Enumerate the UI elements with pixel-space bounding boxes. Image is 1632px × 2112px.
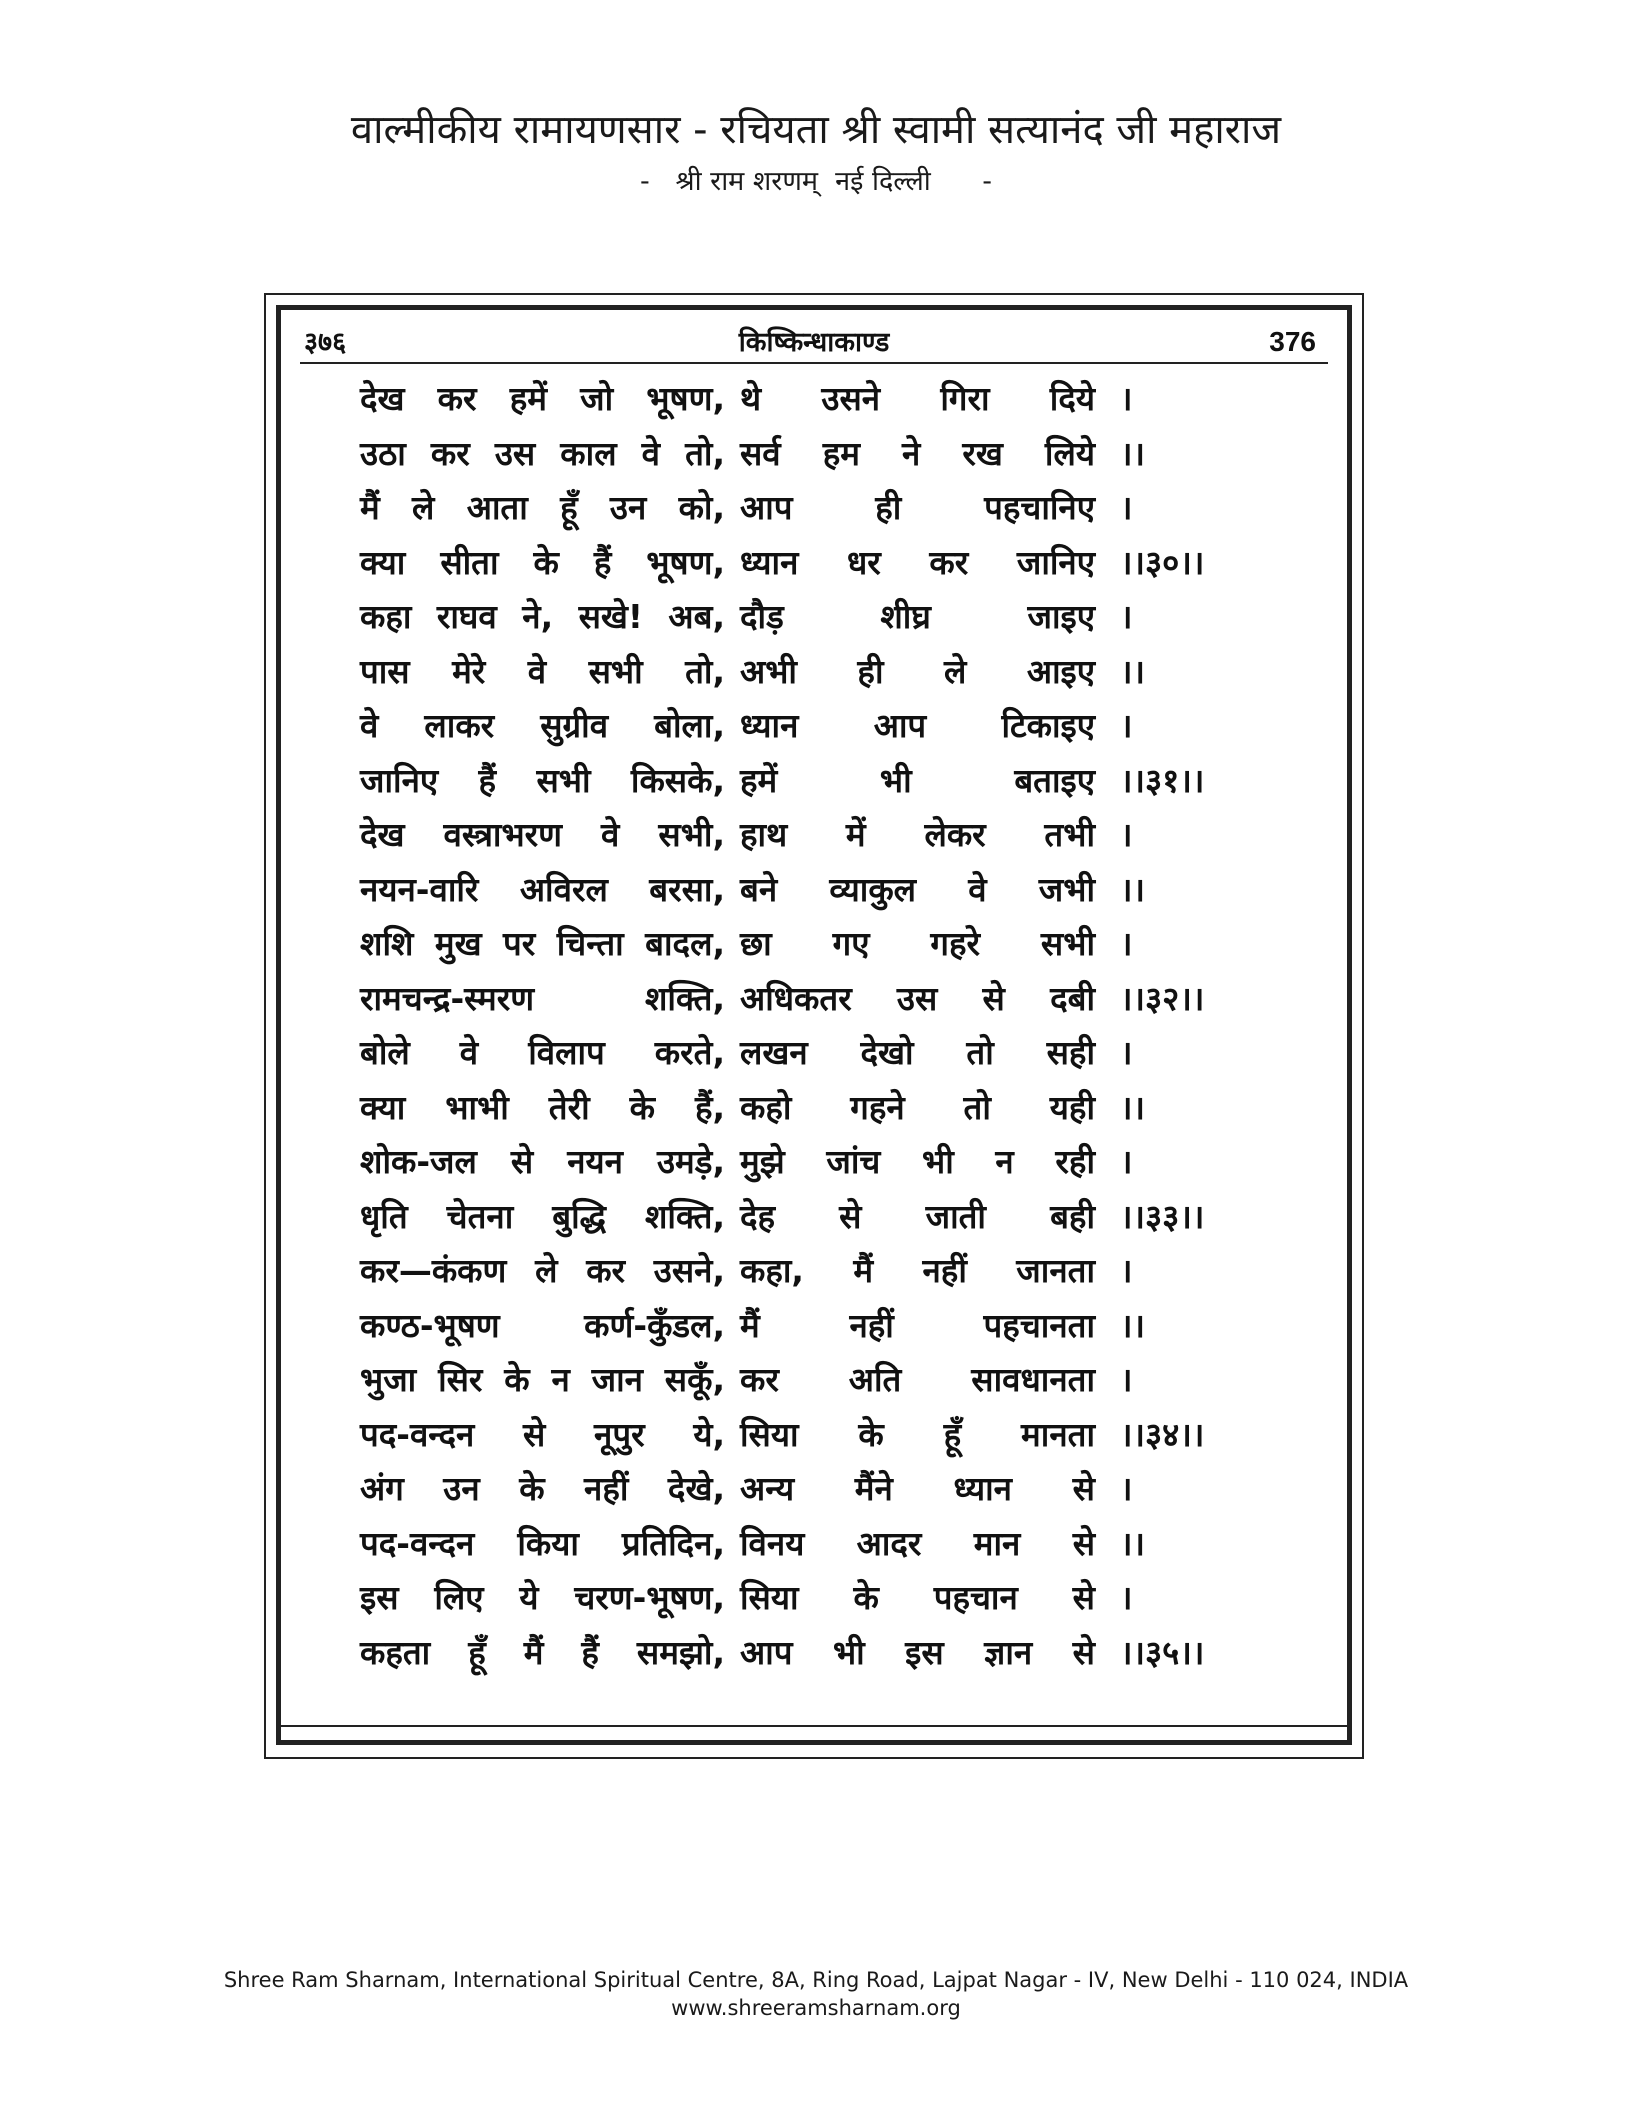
verse-end-mark: ।।३५।। — [1120, 1632, 1205, 1672]
verse-end-mark: । — [1120, 1360, 1133, 1399]
verse-line — [360, 917, 1300, 972]
verse-line — [360, 1408, 1300, 1463]
verse-list — [360, 372, 1300, 1680]
book-title: वाल्मीकीय रामायणसार - रचियता श्री स्वामी सत्यानंद जी महाराज — [350, 107, 1282, 153]
frame-bottom-rule — [276, 1725, 1352, 1727]
footer-address: Shree Ram Sharnam, International Spiritual Centre, 8A, Ring Road, Lajpat Nagar - IV, New Delhi - 110 024, INDIA — [223, 1968, 1409, 1992]
verse-first-half: कहा राघव ने, सखे! अब, — [360, 597, 725, 636]
verse-line — [360, 590, 1300, 645]
verse-end-mark: ।। — [1120, 1305, 1146, 1345]
chapter-title: किष्किन्धाकाण्ड — [738, 327, 890, 358]
verse-first-half: जानिए हैं सभी किसके, — [360, 760, 725, 800]
verse-line — [360, 1626, 1300, 1681]
verse-end-mark: ।।३१।। — [1120, 760, 1205, 800]
verse-first-half: भुजा सिर के न जान सकूँ, — [360, 1360, 725, 1399]
verse-line — [360, 972, 1300, 1027]
header-divider — [300, 362, 1328, 364]
verse-line — [360, 1135, 1300, 1190]
verse-end-mark: । — [1120, 924, 1133, 963]
verse-second-half: कर अति सावधानता — [740, 1360, 1095, 1399]
verse-end-mark: । — [1120, 488, 1133, 527]
verse-first-half: अंग उन के नहीं देखे, — [360, 1469, 725, 1508]
verse-line — [360, 536, 1300, 591]
verse-end-mark: । — [1120, 706, 1133, 745]
page-number: 376 — [1269, 326, 1316, 357]
verse-end-mark: । — [1120, 815, 1133, 854]
verse-line — [360, 427, 1300, 482]
verse-first-half: कर—कंकण ले कर उसने, — [360, 1251, 725, 1290]
verse-second-half: लखन देखो तो सही — [740, 1033, 1095, 1072]
verse-second-half: मुझे जांच भी न रही — [740, 1142, 1095, 1181]
verse-second-half: आप ही पहचानिए — [740, 488, 1095, 527]
verse-first-half: कण्ठ-भूषण कर्ण-कुँडल, — [360, 1305, 725, 1345]
verse-end-mark: ।। — [1120, 1523, 1146, 1563]
verse-end-mark: । — [1120, 1469, 1133, 1508]
verse-second-half: देह से जाती बही — [740, 1196, 1095, 1236]
verse-first-half: कहता हूँ मैं हैं समझो, — [360, 1632, 725, 1672]
verse-second-half: आप भी इस ज्ञान से — [740, 1632, 1095, 1672]
verse-second-half: छा गए गहरे सभी — [740, 924, 1095, 963]
verse-first-half: वे लाकर सुग्रीव बोला, — [360, 706, 725, 745]
verse-end-mark: ।। — [1120, 869, 1146, 909]
verse-line — [360, 1353, 1300, 1408]
verse-line — [360, 1462, 1300, 1517]
verse-end-mark: ।। — [1120, 433, 1146, 473]
verse-end-mark: । — [1120, 1578, 1133, 1617]
verse-second-half: अधिकतर उस से दबी — [740, 978, 1095, 1018]
verse-end-mark: ।। — [1120, 651, 1146, 691]
verse-end-mark: । — [1120, 1251, 1133, 1290]
verse-end-mark: ।। — [1120, 1087, 1146, 1127]
verse-second-half: हमें भी बताइए — [740, 760, 1095, 800]
verse-line — [360, 808, 1300, 863]
verse-end-mark: । — [1120, 379, 1133, 418]
verse-first-half: धृति चेतना बुद्धि शक्ति, — [360, 1196, 725, 1236]
verse-line — [360, 1517, 1300, 1572]
verse-first-half: बोले वे विलाप करते, — [360, 1033, 725, 1072]
verse-first-half: शशि मुख पर चिन्ता बादल, — [360, 924, 725, 963]
verse-first-half: देख वस्त्राभरण वे सभी, — [360, 815, 725, 854]
verse-second-half: कहो गहने तो यही — [740, 1087, 1095, 1127]
verse-first-half: नयन-वारि अविरल बरसा, — [360, 869, 725, 909]
verse-line — [360, 481, 1300, 536]
verse-second-half: ध्यान धर कर जानिए — [740, 542, 1095, 582]
verse-end-mark: । — [1120, 1142, 1133, 1181]
verse-second-half: सर्व हम ने रख लिये — [740, 433, 1095, 473]
verse-line — [360, 754, 1300, 809]
verse-line — [360, 372, 1300, 427]
verse-line — [360, 1081, 1300, 1136]
verse-second-half: अभी ही ले आइए — [740, 651, 1095, 691]
verse-end-mark: ।।३४।। — [1120, 1414, 1205, 1454]
publisher-line: - श्री राम शरणम् नई दिल्ली - — [639, 166, 993, 197]
verse-end-mark: । — [1120, 597, 1133, 636]
verse-first-half: क्या भाभी तेरी के हैं, — [360, 1087, 725, 1127]
verse-first-half: क्या सीता के हैं भूषण, — [360, 542, 725, 582]
verse-line — [360, 645, 1300, 700]
verse-first-half: पद-वन्दन से नूपुर ये, — [360, 1414, 725, 1454]
verse-second-half: सिया के पहचान से — [740, 1578, 1095, 1617]
verse-first-half: इस लिए ये चरण-भूषण, — [360, 1578, 725, 1617]
page-header — [300, 318, 1328, 362]
verse-end-mark: ।।३०।। — [1120, 542, 1205, 582]
verse-second-half: मैं नहीं पहचानता — [740, 1305, 1095, 1345]
page-number-devanagari: ३७६ — [304, 327, 347, 358]
verse-line — [360, 1190, 1300, 1245]
verse-second-half: विनय आदर मान से — [740, 1523, 1095, 1563]
verse-second-half: थे उसने गिरा दिये — [740, 379, 1095, 418]
verse-first-half: पास मेरे वे सभी तो, — [360, 651, 725, 691]
verse-first-half: उठा कर उस काल वे तो, — [360, 433, 725, 473]
verse-end-mark: ।।३३।। — [1120, 1196, 1205, 1236]
verse-line — [360, 699, 1300, 754]
verse-first-half: देख कर हमें जो भूषण, — [360, 379, 725, 418]
verse-first-half: मैं ले आता हूँ उन को, — [360, 488, 725, 527]
verse-end-mark: । — [1120, 1033, 1133, 1072]
verse-second-half: अन्य मैंने ध्यान से — [740, 1469, 1095, 1508]
verse-line — [360, 1026, 1300, 1081]
verse-line — [360, 1299, 1300, 1354]
verse-second-half: कहा, मैं नहीं जानता — [740, 1251, 1095, 1290]
verse-end-mark: ।।३२।। — [1120, 978, 1205, 1018]
verse-second-half: बने व्याकुल वे जभी — [740, 869, 1095, 909]
verse-first-half: रामचन्द्र-स्मरण शक्ति, — [360, 978, 725, 1018]
verse-second-half: हाथ में लेकर तभी — [740, 815, 1095, 854]
verse-second-half: दौड़ शीघ्र जाइए — [740, 597, 1095, 636]
footer-url[interactable]: www.shreeramsharnam.org — [671, 1996, 961, 2020]
verse-second-half: ध्यान आप टिकाइए — [740, 706, 1095, 745]
verse-line — [360, 1244, 1300, 1299]
verse-first-half: पद-वन्दन किया प्रतिदिन, — [360, 1523, 725, 1563]
verse-second-half: सिया के हूँ मानता — [740, 1414, 1095, 1454]
verse-first-half: शोक-जल से नयन उमड़े, — [360, 1142, 725, 1181]
verse-line — [360, 863, 1300, 918]
verse-line — [360, 1571, 1300, 1626]
